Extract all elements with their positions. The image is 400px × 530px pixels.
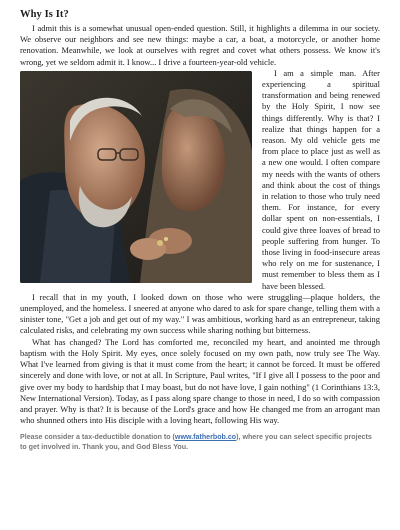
- article-body: [20, 23, 380, 426]
- footer-text-before: Please consider a tax-deductible donation to (: [20, 433, 175, 442]
- article-title: Why Is It?: [20, 9, 69, 20]
- illustration-svg: [20, 71, 252, 283]
- illustration-two-elderly-men: [20, 71, 252, 283]
- paragraph-2-text: I am a simple man. After experiencing a spiritual transformation and being renewed by the Holy Spirit, I now see things differently. Why is that? I realize that things happen for a reason. My old vehicle gets me from place to place just as well as a new one would. I often compare my needs with the wants of others and think about the cost of things in relation to those who truly need them. For instance, for every dollar spent on non-essentials, I could give three loaves of bread to people suffering from hunger. To those living in food-insecure areas who rely on me for sustenance, I must remember to bless them as I have been blessed.: [262, 67, 380, 291]
- footer-text-after: ), where you can select specific projects to get involved in. Thank you, and God Bless You.: [20, 433, 372, 452]
- donation-footer: [20, 432, 380, 452]
- paragraph-3: I recall that in my youth, I looked down on those who were struggling—plaque holders, the unemployed, and the homeless. I sneered at anyone who dared to ask for spare change, telling them with a sinister tone, "Get a job and get out of my way." I was ambitious, working hard as an entrepreneur, taking calculated risks, and celebrating my own success while sharing nothing but bitterness.: [20, 291, 380, 336]
- paragraph-4: What has changed? The Lord has comforted me, reconciled my heart, and anointed me through baptism with the Holy Spirit. My eyes, once solely focused on my own path, now truly see The Way. What I've learned from giving is that it must come from the heart; it cannot be forced. It must be offered sincerely and done with love, or not at all. In Scripture, Paul writes, "If I give all I possess to the poor and give over my body to hardship that I may boast, but do not have love, I gain nothing" (1 Corinthians 13:3, New International Version). Today, as I pass along spare change to those in need, I do so with compassion and prayer. Why is that? It is because of the Lord's grace and how He changed me from an arrogant man who shunned others into His disciple with a loving heart, following His way.: [20, 336, 380, 426]
- paragraph-2: [20, 68, 380, 292]
- paragraph-1: I admit this is a somewhat unusual open-ended question. Still, it highlights a dilemma in our society. We observe our neighbors and see new things: maybe a car, a boat, a motorcycle, or another home renovation. Meanwhile, we look at ourselves with regret and covet what others possess. We know it's wrong, yet we seldom admit it. I know... I drive a fourteen-year-old vehicle.: [20, 23, 380, 67]
- donation-link[interactable]: www.fatherbob.co: [174, 433, 237, 442]
